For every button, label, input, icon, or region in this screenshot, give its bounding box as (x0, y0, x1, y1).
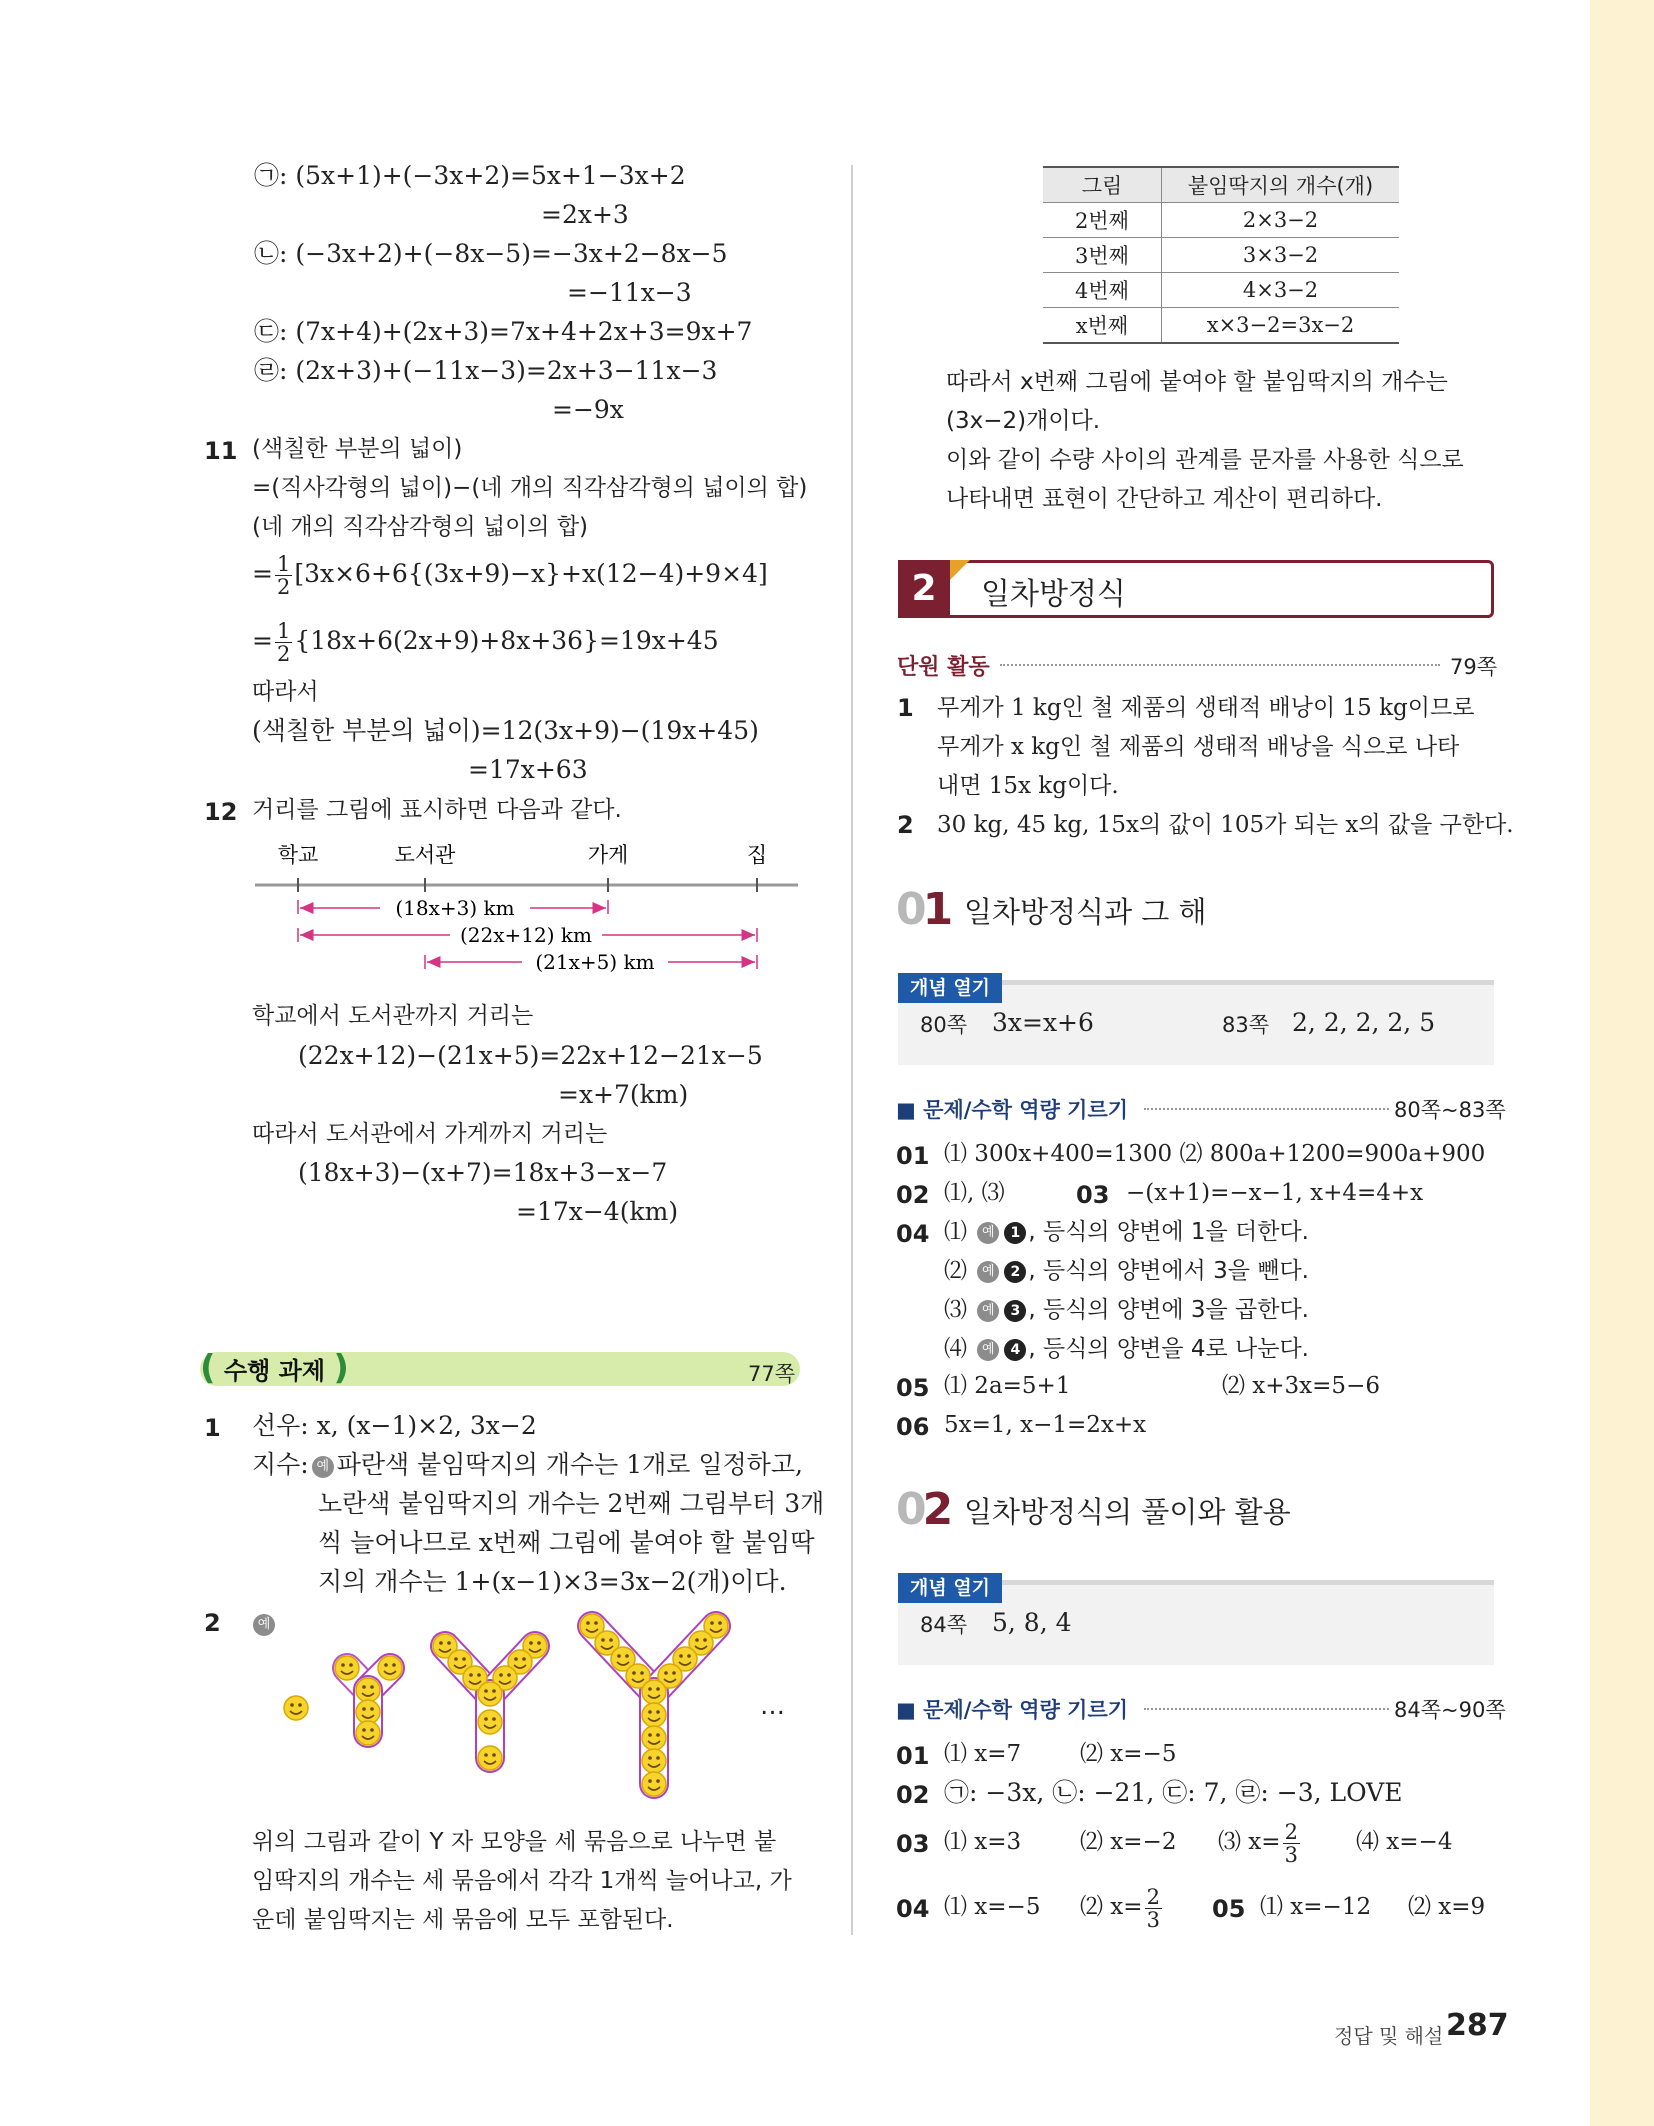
section-number: 02 (896, 1484, 950, 1535)
table-row: 3번째 3×3−2 (1043, 238, 1399, 273)
fraction: $\frac{2}{3}$ (1284, 1819, 1298, 1867)
p12-intro: 거리를 그림에 표시하면 다음과 같다. (252, 797, 622, 823)
chapter-header (898, 560, 1494, 618)
place-store: 가게 (587, 843, 629, 867)
task-line: 임딱지의 개수는 세 묶음에서 각각 1개씩 늘어나고, 가 (252, 1868, 792, 1894)
example-badge: 예 (977, 1261, 999, 1283)
problem-section-label: ■ 문제/수학 역량 기르기 (896, 1698, 1129, 1722)
answer-number: 06 (896, 1413, 930, 1441)
answer-text: ⑵ x+3x=5−6 (1222, 1373, 1380, 1399)
answer-text: ⑴ x=−5 (944, 1894, 1041, 1920)
p11-eq1: = $\frac{1}{2}$ [3x×6+6{(3x+9)−x}+x(12−4)+9×4] (252, 552, 768, 599)
y-figure-2 (335, 1656, 402, 1745)
answer-text: ㉠: −3x, ㉡: −21, ㉢: 7, ㉣: −3, LOVE (944, 1778, 1403, 1807)
paragraph-line: (3x−2)개이다. (946, 408, 1101, 434)
answer-text: −(x+1)=−x−1, x+4=4+x (1126, 1180, 1424, 1206)
calc-line: =2x+3 (541, 200, 629, 229)
unit-activity-label: 단원 활동 (897, 655, 990, 680)
arrow-label: (22x+12) km (460, 923, 592, 947)
task-line: 위의 그림과 같이 Y 자 모양을 세 묶음으로 나누면 붙 (252, 1829, 777, 1855)
concept-box: 개념 열기 84쪽 5, 8, 4 (898, 1580, 1494, 1665)
task-line: 지의 개수는 1+(x−1)×3=3x−2(개)이다. (318, 1567, 787, 1596)
answer-number: 03 (896, 1830, 930, 1858)
answer-number: 03 (1076, 1181, 1110, 1209)
activity-line: 무게가 x kg인 철 제품의 생태적 배낭을 식으로 나타 (937, 734, 1460, 760)
table-header: 그림 (1043, 167, 1162, 203)
task-line: 운데 붙임딱지는 세 묶음에 모두 포함된다. (252, 1907, 674, 1933)
answer-text: ⑷ 예 4 , 등식의 양변을 4로 나눈다. (944, 1336, 1309, 1362)
calc-line: ㉣: (2x+3)+(−11x−3)=2x+3−11x−3 (254, 356, 718, 385)
chapter-number: 2 (898, 560, 950, 618)
p11-line: (네 개의 직각삼각형의 넓이의 합) (252, 514, 589, 540)
answer-text: 5x=1, x−1=2x+x (944, 1412, 1147, 1438)
answer-text: ⑴ x=3 (944, 1829, 1022, 1855)
task-line: 노란색 붙임딱지의 개수는 2번째 그림부터 3개 (318, 1489, 825, 1518)
problem-number: 1 (204, 1414, 221, 1442)
p11-line: =(직사각형의 넓이)−(네 개의 직각삼각형의 넓이의 합) (252, 475, 808, 501)
p12-line: 따라서 도서관에서 가게까지 거리는 (252, 1121, 608, 1147)
example-badge: 예 (977, 1300, 999, 1322)
concept-tag: 개념 열기 (898, 1573, 1002, 1603)
p11-eq2: = $\frac{1}{2}$ {18x+6(2x+9)+8x+36}=19x+45 (252, 619, 719, 666)
p12-line: =x+7(km) (558, 1080, 689, 1109)
answer-text: ⑴ 2a=5+1 (944, 1373, 1071, 1399)
distance-diagram (250, 838, 810, 978)
sticker-figures (270, 1598, 750, 1818)
problem-number: 1 (897, 694, 914, 722)
answer-text: ⑷ x=−4 (1356, 1829, 1453, 1855)
calc-line: =−9x (552, 395, 624, 424)
answer-text: ⑶ 예 3 , 등식의 양변에 3을 곱한다. (944, 1297, 1309, 1323)
example-badge: 예 (977, 1222, 999, 1244)
circled-number: 2 (1004, 1261, 1026, 1283)
task-line: 씩 늘어나므로 x번째 그림에 붙여야 할 붙임딱 (318, 1528, 815, 1557)
p11-line: (색칠한 부분의 넓이)=12(3x+9)−(19x+45) (252, 716, 759, 745)
arrow-label: (21x+5) km (535, 950, 655, 974)
fraction: $\frac{2}{3}$ (1146, 1884, 1160, 1932)
answer-text: ⑶ x= $\frac{2}{3}$ (1218, 1819, 1298, 1867)
unit-activity-page: 79쪽 (1450, 655, 1498, 679)
paragraph-line: 이와 같이 수량 사이의 관계를 문자를 사용한 식으로 (946, 447, 1464, 473)
example-badge: 예 (312, 1456, 334, 1478)
answer-number: 05 (1212, 1895, 1246, 1923)
activity-line: 30 kg, 45 kg, 15x의 값이 105가 되는 x의 값을 구한다. (937, 812, 1514, 838)
table-header-row (1043, 167, 1399, 203)
problem-number: 2 (897, 811, 914, 839)
p11-line: 따라서 (252, 679, 319, 705)
task-line: 지수: 예 파란색 붙임딱지의 개수는 1개로 일정하고, (252, 1450, 803, 1479)
chapter-title: 일차방정식 (981, 577, 1126, 612)
answer-number: 01 (896, 1142, 930, 1170)
p12-line: =17x−4(km) (516, 1197, 679, 1226)
answer-text: ⑴ x=7 (944, 1741, 1022, 1767)
activity-line: 내면 15x kg이다. (937, 773, 1119, 799)
y-figure-3 (433, 1634, 547, 1770)
place-library: 도서관 (394, 843, 456, 867)
answer-number: 02 (896, 1781, 930, 1809)
p12-line: (22x+12)−(21x+5)=22x+12−21x−5 (298, 1041, 763, 1070)
answer-number: 04 (896, 1220, 930, 1248)
calc-line: ㉢: (7x+4)+(2x+3)=7x+4+2x+3=9x+7 (254, 317, 753, 346)
answer-text: ⑵ x=9 (1408, 1894, 1486, 1920)
calc-line: ㉠: (5x+1)+(−3x+2)=5x+1−3x+2 (254, 161, 686, 190)
leader-dots (1000, 664, 1440, 666)
example-badge: 예 (253, 1614, 275, 1636)
footer-label: 정답 및 해설 (1334, 2024, 1444, 2048)
circled-number: 3 (1004, 1300, 1026, 1322)
answer-text: ⑵ x= $\frac{2}{3}$ (1080, 1884, 1160, 1932)
answer-text: ⑴ 300x+400=1300 ⑵ 800a+1200=900a+900 (944, 1141, 1486, 1167)
answer-number: 04 (896, 1895, 930, 1923)
table-row: 4번째 4×3−2 (1043, 273, 1399, 308)
section-number: 01 (896, 884, 950, 935)
answer-number: 05 (896, 1374, 930, 1402)
fraction: $\frac{1}{2}$ (276, 619, 291, 666)
task-header-label: ( 수행 과제 ) (200, 1348, 349, 1388)
calc-line: =−11x−3 (567, 278, 692, 307)
y-figure-4 (580, 1614, 728, 1796)
answer-text: ⑵ x=−2 (1080, 1829, 1177, 1855)
leader-dots (1144, 1108, 1389, 1110)
paragraph-line: 나타내면 표현이 간단하고 계산이 편리하다. (946, 486, 1383, 512)
paragraph-line: 따라서 x번째 그림에 붙여야 할 붙임딱지의 개수는 (946, 369, 1448, 395)
sticker-count-table (1043, 166, 1399, 344)
ellipsis: … (760, 1691, 785, 1720)
chapter-accent (950, 560, 970, 580)
activity-line: 무게가 1 kg인 철 제품의 생태적 배낭이 15 kg이므로 (937, 695, 1475, 721)
side-color-strip (1590, 0, 1654, 2126)
example-badge: 예 (977, 1339, 999, 1361)
fraction: $\frac{1}{2}$ (276, 552, 291, 599)
column-divider (851, 165, 853, 1935)
concept-box: 개념 열기 80쪽 3x=x+6 83쪽 2, 2, 2, 2, 5 (898, 980, 1494, 1065)
answer-text: ⑴ x=−12 (1260, 1894, 1372, 1920)
calc-line: ㉡: (−3x+2)+(−8x−5)=−3x+2−8x−5 (254, 239, 728, 268)
problem-section-label: ■ 문제/수학 역량 기르기 (896, 1098, 1129, 1122)
table-row: 2번째 2×3−2 (1043, 203, 1399, 238)
task-page-ref: 77쪽 (748, 1362, 796, 1386)
circled-number: 1 (1004, 1222, 1026, 1244)
problem-page-ref: 80쪽~83쪽 (1394, 1098, 1506, 1122)
page-number: 287 (1446, 2008, 1509, 2043)
place-school: 학교 (277, 843, 319, 867)
leader-dots (1144, 1708, 1389, 1710)
table-row: x번째 x×3−2=3x−2 (1043, 308, 1399, 344)
section-title: 일차방정식과 그 해 (964, 895, 1207, 929)
problem-number: 11 (204, 437, 238, 465)
p12-line: 학교에서 도서관까지 거리는 (252, 1003, 534, 1029)
answer-text: ⑵ x=−5 (1080, 1741, 1177, 1767)
answer-text: ⑴, ⑶ (944, 1180, 1005, 1206)
problem-number: 12 (204, 798, 238, 826)
smiley-sticker (284, 1696, 308, 1720)
arrow-label: (18x+3) km (395, 896, 515, 920)
p11-line: =17x+63 (468, 755, 588, 784)
answer-number: 02 (896, 1181, 930, 1209)
problem-number: 2 (204, 1609, 221, 1637)
concept-tag: 개념 열기 (898, 973, 1002, 1003)
task-line: 선우: x, (x−1)×2, 3x−2 (252, 1411, 537, 1440)
table-header: 붙임딱지의 개수(개) (1162, 167, 1400, 203)
problem-page-ref: 84쪽~90쪽 (1394, 1698, 1506, 1722)
answer-number: 01 (896, 1742, 930, 1770)
p11-line: (색칠한 부분의 넓이) (252, 436, 463, 462)
p12-line: (18x+3)−(x+7)=18x+3−x−7 (298, 1158, 668, 1187)
section-title: 일차방정식의 풀이와 활용 (964, 1495, 1291, 1529)
answer-text: ⑵ 예 2 , 등식의 양변에서 3을 뺀다. (944, 1258, 1309, 1284)
circled-number: 4 (1004, 1339, 1026, 1361)
place-home: 집 (746, 843, 768, 867)
answer-text: ⑴ 예 1 , 등식의 양변에 1을 더한다. (944, 1219, 1309, 1245)
